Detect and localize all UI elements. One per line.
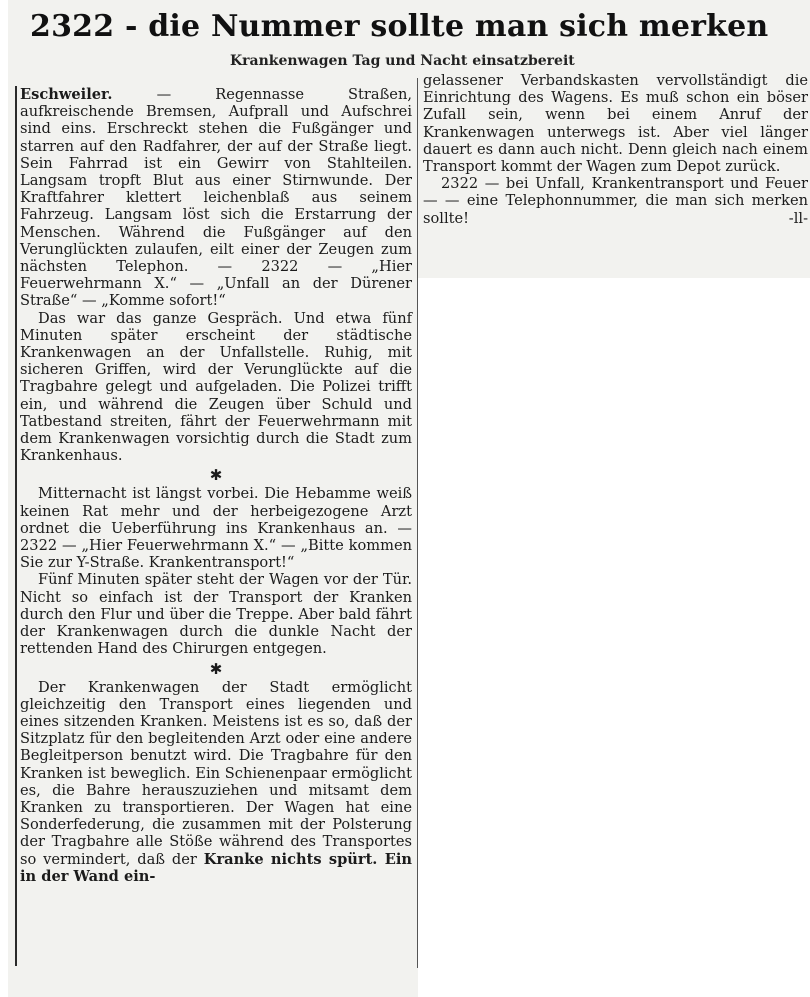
paragraph-bold-ending: Kranke nichts spürt. Ein in der Wand ein- [20,850,412,885]
section-separator-star: ✱ [209,659,223,678]
paragraph [20,679,412,885]
article-column-right [423,72,808,227]
column-rule-middle [417,78,418,968]
paragraph-closing [423,175,808,227]
paragraph-continued: gelassener Verbandskasten vervollständigt die Einrichtung des Wagens. Es muß schon ein böser Zufall sein, wenn bei einem Anruf der Krankenwagen unterwegs ist. Aber viel länger dauert es dann auch nicht. Denn gleich nach einem Transport kommt der Wagen zum Depot zurück. [423,72,808,176]
lead-text: — Regennasse Straßen, aufkreischende Bremsen, Aufprall und Aufschrei sind eins. Erschreckt stehen die Fußgänger und starren auf den Radfahrer, der auf der Straße liegt. Sein Fahrrad ist ein Gewirr von Stahlteilen. Langsam tropft Blut aus einer Stirnwunde. Der Kraftfahrer klettert leichenblaß aus seinem Fahrzeug. Langsam löst sich die Erstarrung der Menschen. Während die Fußgänger auf den Verunglückten zulaufen, eilt einer der Zeugen zum nächsten Telephon. — 2322 — „Hier Feuerwehrmann X.“ — „Unfall an der Dürener Straße“ — „Komme sofort!“ [20,86,412,310]
paragraph-lead [20,86,412,310]
article-headline: 2322 - die Nummer sollte man sich merken [30,9,769,44]
column-rule-left [15,86,17,966]
section-separator-star: ✱ [209,466,223,485]
paragraph-text: Der Krankenwagen der Stadt ermöglicht gleichzeitig den Transport eines liegenden und eines sitzenden Kranken. Meistens ist es so, daß der Sitzplatz für den begleitenden Arzt oder eine andere Begleitperson benutzt wird. Die Tragbahre für den Kranken ist beweglich. Ein Schienenpaar ermöglicht es, die Bahre herauszuziehen und mitsamt dem Kranken zu transportieren. Der Wagen hat eine Sonderfederung, die zusammen mit der Polsterung der Tragbahre alle Stöße während des Transportes so vermindert, daß der [20,678,412,868]
dateline: Eschweiler. [20,86,113,103]
closing-text: 2322 — bei Unfall, Krankentransport und Feuer — — eine Telephonnummer, die man sich merken sollte! [423,175,808,227]
paragraph: Fünf Minuten später steht der Wagen vor der Tür. Nicht so einfach ist der Transport der Kranken durch den Flur und über die Treppe. Aber bald fährt der Krankenwagen durch die dunkle Nacht der rettenden Hand des Chirurgen entgegen. [20,571,412,658]
author-signoff: -ll- [788,209,808,227]
paragraph: Das war das ganze Gespräch. Und etwa fünf Minuten später erscheint der städtische Krankenwagen an der Unfallstelle. Ruhig, mit sicheren Griffen, wird der Verunglückte auf die Tragbahre gelegt und aufgeladen. Die Polizei trifft ein, und während die Zeugen über Schuld und Tatbestand streiten, fährt der Feuerwehrmann mit dem Krankenwagen vorsichtig durch die Stadt zum Krankenhaus. [20,309,412,465]
article-column-left [20,86,412,885]
article-subheadline: Krankenwagen Tag und Nacht einsatzbereit [230,53,575,69]
paragraph: Mitternacht ist längst vorbei. Die Hebamme weiß keinen Rat mehr und der herbeigezogene Arzt ordnet die Ueberführung ins Krankenhaus an. — 2322 — „Hier Feuerwehrmann X.“ — „Bitte kommen Sie zur Y-Straße. Krankentransport!“ [20,485,412,572]
